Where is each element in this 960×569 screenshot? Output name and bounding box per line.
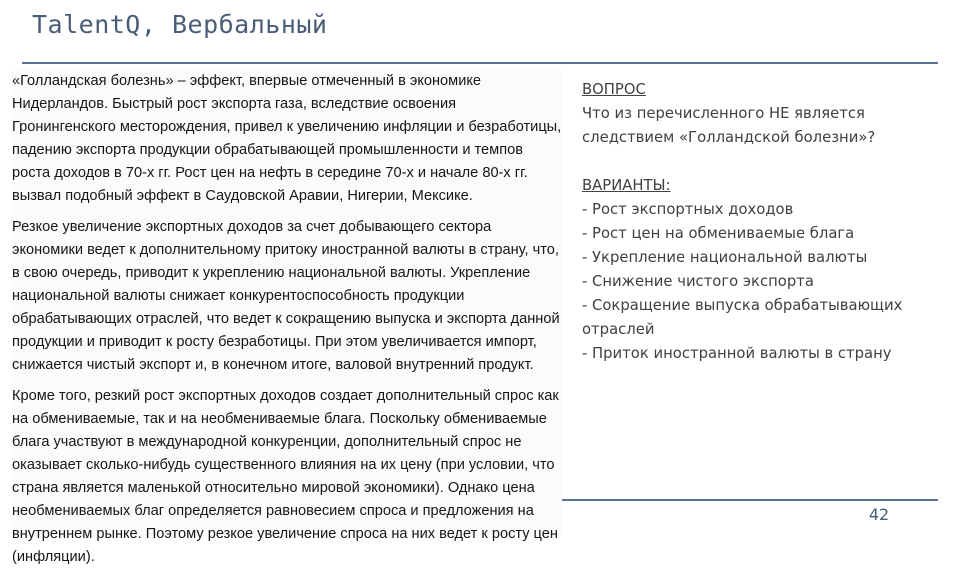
question-text: Что из перечисленного НЕ является следствием «Голландской болезни»? [582, 105, 876, 146]
option-item: - Сокращение выпуска обрабатывающих отраслей [582, 297, 903, 338]
option-item: - Укрепление национальной валюты [582, 249, 868, 266]
page-number: 42 [868, 505, 890, 524]
options-heading: ВАРИАНТЫ: [582, 177, 671, 194]
option-item: - Снижение чистого экспорта [582, 273, 814, 290]
passage-paragraph-2: Резкое увеличение экспортных доходов за счет добывающего сектора экономики ведет к дополнительному притоку иностранной валюты в страну, что, в свою очередь, приводит к укреплению национальной валюты. Укрепление национальной валюты снижает конкурентоспособность продукции обрабатывающих отраслей, что ведет к сокращению выпуска и экспорта данной продукции и приводит к росту безработицы. При этом увеличивается импорт, снижается чистый экспорт и, в конечном итоге, валовой внутренний продукт. [12, 219, 560, 373]
passage-paragraph-1: «Голландская болезнь» – эффект, впервые отмеченный в экономике Нидерландов. Быстрый рост экспорта газа, вследствие освоения Гронингенского месторождения, привел к увеличению инфляции и безработицы, падению экспорта продукции обрабатывающей промышленности и темпов роста доходов в 70-х гг. Рост цен на нефть в середине 70-х и начале 80-х гг. вызвал подобный эффект в Саудовской Аравии, Нигерии, Мексике. [12, 73, 562, 204]
title-divider [22, 62, 938, 64]
option-item: - Рост цен на обмениваемые блага [582, 225, 855, 242]
option-item: - Приток иностранной валюты в страну [582, 345, 892, 362]
passage-paragraph-3: Кроме того, резкий рост экспортных доходов создает дополнительный спрос как на обмениваемые, так и на необмениваемые блага. Поскольку обмениваемые блага участвуют в международной конкуренции, дополнительный спрос не оказывает сколько-нибудь существенного влияния на их цену (при условии, что страна является маленькой относительно мировой экономики). Однако цена необмениваемых благ определяется равновесием спроса и предложения на внутреннем рынке. Поэтому резкое увеличение спроса на них ведет к росту цен (инфляции). [12, 388, 559, 565]
footer-divider [562, 499, 938, 501]
passage-text-image [12, 70, 562, 565]
options-list [582, 174, 932, 366]
question-panel [582, 78, 932, 366]
option-item: - Рост экспортных доходов [582, 201, 794, 218]
slide-title: TalentQ, Вербальный [32, 10, 328, 39]
question-heading: ВОПРОС [582, 81, 646, 98]
